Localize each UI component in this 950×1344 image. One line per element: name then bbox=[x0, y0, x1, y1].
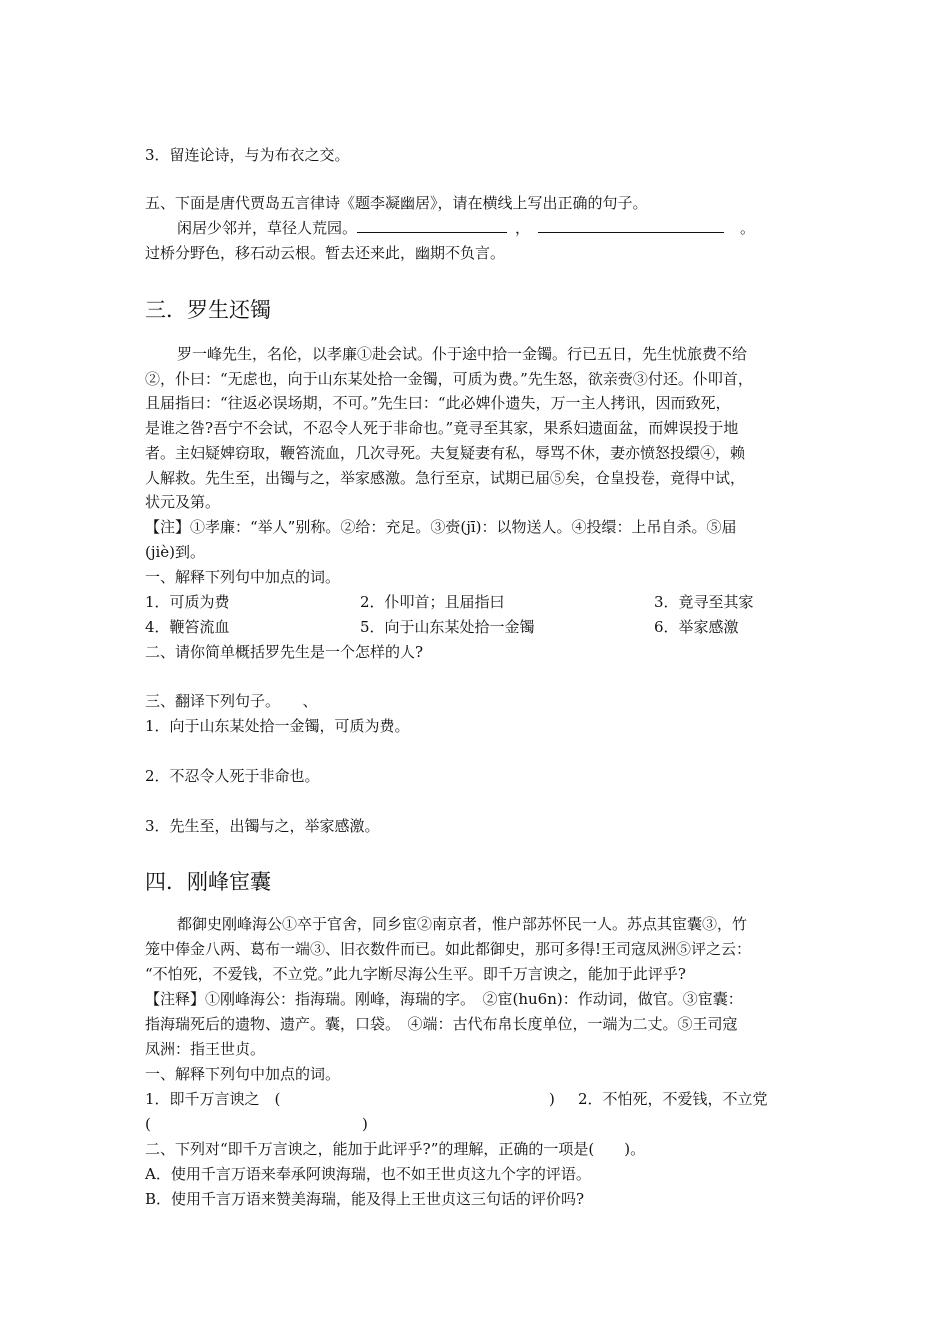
s3-para-line: 状元及第。 bbox=[145, 493, 221, 511]
s3-q1-item: 5．向于山东某处拾一金镯 bbox=[360, 618, 535, 636]
s4-para-line: 笼中俸金八两、葛布一端③、旧衣数件而已。如此都御史，那可多得!王司寇凤洲⑤评之云： bbox=[145, 940, 752, 958]
poem-text: 闲居少邻并，草径人荒园。 bbox=[177, 219, 358, 237]
s3-para-line: 人解救。先生至，出镯与之，举家感激。急行至京，试期已届⑤矣，仓皇投卷，竟得中试， bbox=[145, 469, 746, 487]
question-5-prompt: 五、下面是唐代贾岛五言律诗《题李凝幽居》，请在横线上写出正确的句子。 bbox=[145, 194, 648, 212]
s4-q1-close-paren: ) bbox=[549, 1090, 555, 1108]
s3-para-line: 是谁之咎?吾宁不会试，不忍令人死于非命也。”竟寻至其家，果系妇遗面盆，而婢误投于地 bbox=[145, 419, 739, 437]
s4-option-b: B．使用千言万语来赞美海瑞，能及得上王世贞这三句话的评价吗? bbox=[145, 1190, 585, 1208]
poem-line-2: 过桥分野色，移石动云根。暂去还来此，幽期不负言。 bbox=[145, 244, 506, 262]
s4-q1-item-1: 1．即千万言谀之 ( bbox=[145, 1090, 281, 1108]
answer-blank-1[interactable] bbox=[357, 218, 507, 233]
s4-note: 【注释】①刚峰海公：指海瑞。刚峰，海瑞的字。 ②宦(hu6n)：作动词，做官。③宦囊： bbox=[145, 990, 743, 1008]
s3-q1-item: 4．鞭笞流血 bbox=[145, 618, 230, 636]
poem-end: 。 bbox=[740, 219, 756, 237]
s4-question-1: 一、解释下列句中加点的词。 bbox=[145, 1065, 341, 1083]
q3-item: 3．留连论诗，与为布衣之交。 bbox=[145, 146, 350, 164]
section-4-title: 四．刚峰宦囊 bbox=[145, 870, 271, 894]
s3-q3-item: 2．不忍令人死于非命也。 bbox=[145, 767, 320, 785]
s4-note: 指海瑞死后的遗物、遗产。囊，口袋。 ④端：古代布帛长度单位，一端为二丈。⑤王司寇 bbox=[145, 1015, 738, 1033]
s3-q3-item: 1．向于山东某处拾一金镯，可质为费。 bbox=[145, 717, 410, 735]
s3-q1-item: 2．仆叩首；且届指曰 bbox=[360, 593, 505, 611]
s3-question-3: 三、翻译下列句子。 、 bbox=[145, 692, 318, 710]
s4-note: 凤洲：指王世贞。 bbox=[145, 1040, 266, 1058]
s3-note: 【注】①孝廉：“举人”别称。②给：充足。③赍(jī)：以物送人。④投缳：上吊自杀。⑤届 bbox=[145, 518, 737, 536]
s3-para-line: 罗一峰先生，名伦，以孝廉①赴会试。仆于途中拾一金镯。行已五日，先生忧旅费不给 bbox=[177, 345, 748, 363]
poem-separator: ， bbox=[515, 219, 531, 237]
s3-question-2: 二、请你简单概括罗先生是一个怎样的人? bbox=[145, 643, 424, 661]
s3-q3-item: 3．先生至，出镯与之，举家感激。 bbox=[145, 817, 380, 835]
s3-q1-item: 6．举家感激 bbox=[654, 618, 739, 636]
s3-q1-item: 3．竟寻至其家 bbox=[654, 593, 754, 611]
s4-para-line: 都御史刚峰海公①卒于官舍，同乡宦②南京者，惟户部苏怀民一人。苏点其宦囊③，竹 bbox=[177, 915, 748, 933]
s4-question-2: 二、下列对“即千万言谀之，能加于此评乎?”的理解，正确的一项是( )。 bbox=[145, 1140, 646, 1158]
s3-q1-item: 1．可质为费 bbox=[145, 593, 230, 611]
poem-line-1 bbox=[145, 218, 841, 238]
s3-note: (jiè)到。 bbox=[145, 543, 206, 561]
answer-blank-2[interactable] bbox=[538, 218, 724, 233]
s4-q1-item-2: 2．不怕死，不爱钱，不立党 bbox=[578, 1090, 768, 1108]
s3-para-line: ②，仆曰：“无虑也，向于山东某处拾一金镯，可质为费。”先生怒，欲亲赍③付还。仆叩首， bbox=[145, 370, 753, 388]
s4-q1-open-paren: ( bbox=[145, 1115, 151, 1133]
s4-para-line: “不怕死，不爱钱，不立党。”此九字断尽海公生平。即千万言谀之，能加于此评乎? bbox=[145, 965, 686, 983]
s4-q1-close-paren: ) bbox=[362, 1115, 368, 1133]
s4-option-a: A．使用千言万语来奉承阿谀海瑞，也不如王世贞这九个字的评语。 bbox=[145, 1165, 591, 1183]
s3-para-line: 且届指曰：“往返必误场期，不可。”先生曰：“此必婢仆遗失，万一主人拷讯，因而致死， bbox=[145, 394, 731, 412]
section-3-title: 三．罗生还镯 bbox=[145, 298, 271, 322]
s3-question-1: 一、解释下列句中加点的词。 bbox=[145, 568, 341, 586]
s3-para-line: 者。主妇疑婢窃取，鞭笞流血，几次寻死。夫复疑妻有私，辱骂不休，妻亦愤怒投缳④，赖 bbox=[145, 444, 746, 462]
